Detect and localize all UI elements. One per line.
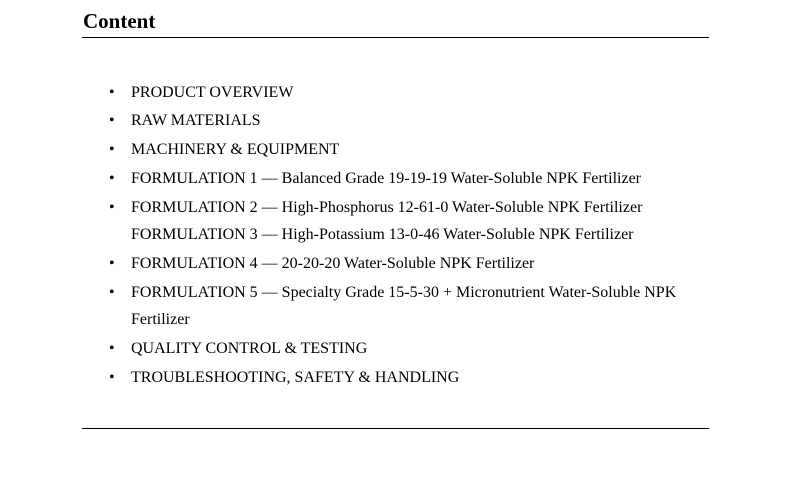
toc-item-label: FORMULATION 5 — Specialty Grade 15-5-30 + Micronutrient Water-Soluble NPK Fertilizer — [131, 284, 677, 328]
toc-item-formulation-5[interactable] — [109, 279, 691, 333]
toc-item-product-overview[interactable] — [109, 79, 691, 106]
toc-item-label: TROUBLESHOOTING, SAFETY & HANDLING — [131, 369, 460, 386]
bullet-icon: • — [109, 84, 115, 101]
toc-item-formulation-3[interactable] — [131, 221, 691, 248]
page-title: Content — [83, 9, 156, 33]
toc-item-label: FORMULATION 2 — High-Phosphorus 12-61-0 Water-Soluble NPK Fertilizer — [131, 199, 643, 216]
bottom-divider — [82, 428, 709, 429]
toc-item-label: FORMULATION 3 — High-Potassium 13-0-46 Water-Soluble NPK Fertilizer — [131, 226, 634, 243]
toc-item-label: FORMULATION 4 — 20-20-20 Water-Soluble NPK Fertilizer — [131, 255, 535, 272]
bullet-icon: • — [109, 255, 115, 272]
toc-item-raw-materials[interactable] — [109, 107, 691, 134]
toc-item-label: FORMULATION 1 — Balanced Grade 19-19-19 Water-Soluble NPK Fertilizer — [131, 170, 641, 187]
bullet-icon: • — [109, 284, 115, 301]
toc-item-troubleshooting[interactable] — [109, 364, 691, 391]
toc-item-label: PRODUCT OVERVIEW — [131, 84, 294, 101]
bullet-icon: • — [109, 340, 115, 357]
toc-item-formulation-1[interactable] — [109, 165, 691, 192]
bullet-icon: • — [109, 369, 115, 386]
toc-item-label: QUALITY CONTROL & TESTING — [131, 340, 368, 357]
bullet-icon: • — [109, 141, 115, 158]
toc-item-machinery-equipment[interactable] — [109, 136, 691, 163]
toc-item-formulation-4[interactable] — [109, 250, 691, 277]
bullet-icon: • — [109, 170, 115, 187]
toc-item-formulation-2[interactable] — [109, 194, 691, 221]
toc-item-label: RAW MATERIALS — [131, 112, 261, 129]
bullet-icon: • — [109, 112, 115, 129]
toc-item-label: MACHINERY & EQUIPMENT — [131, 141, 340, 158]
top-divider — [82, 37, 709, 38]
bullet-icon: • — [109, 199, 115, 216]
toc-item-quality-control[interactable] — [109, 335, 691, 362]
